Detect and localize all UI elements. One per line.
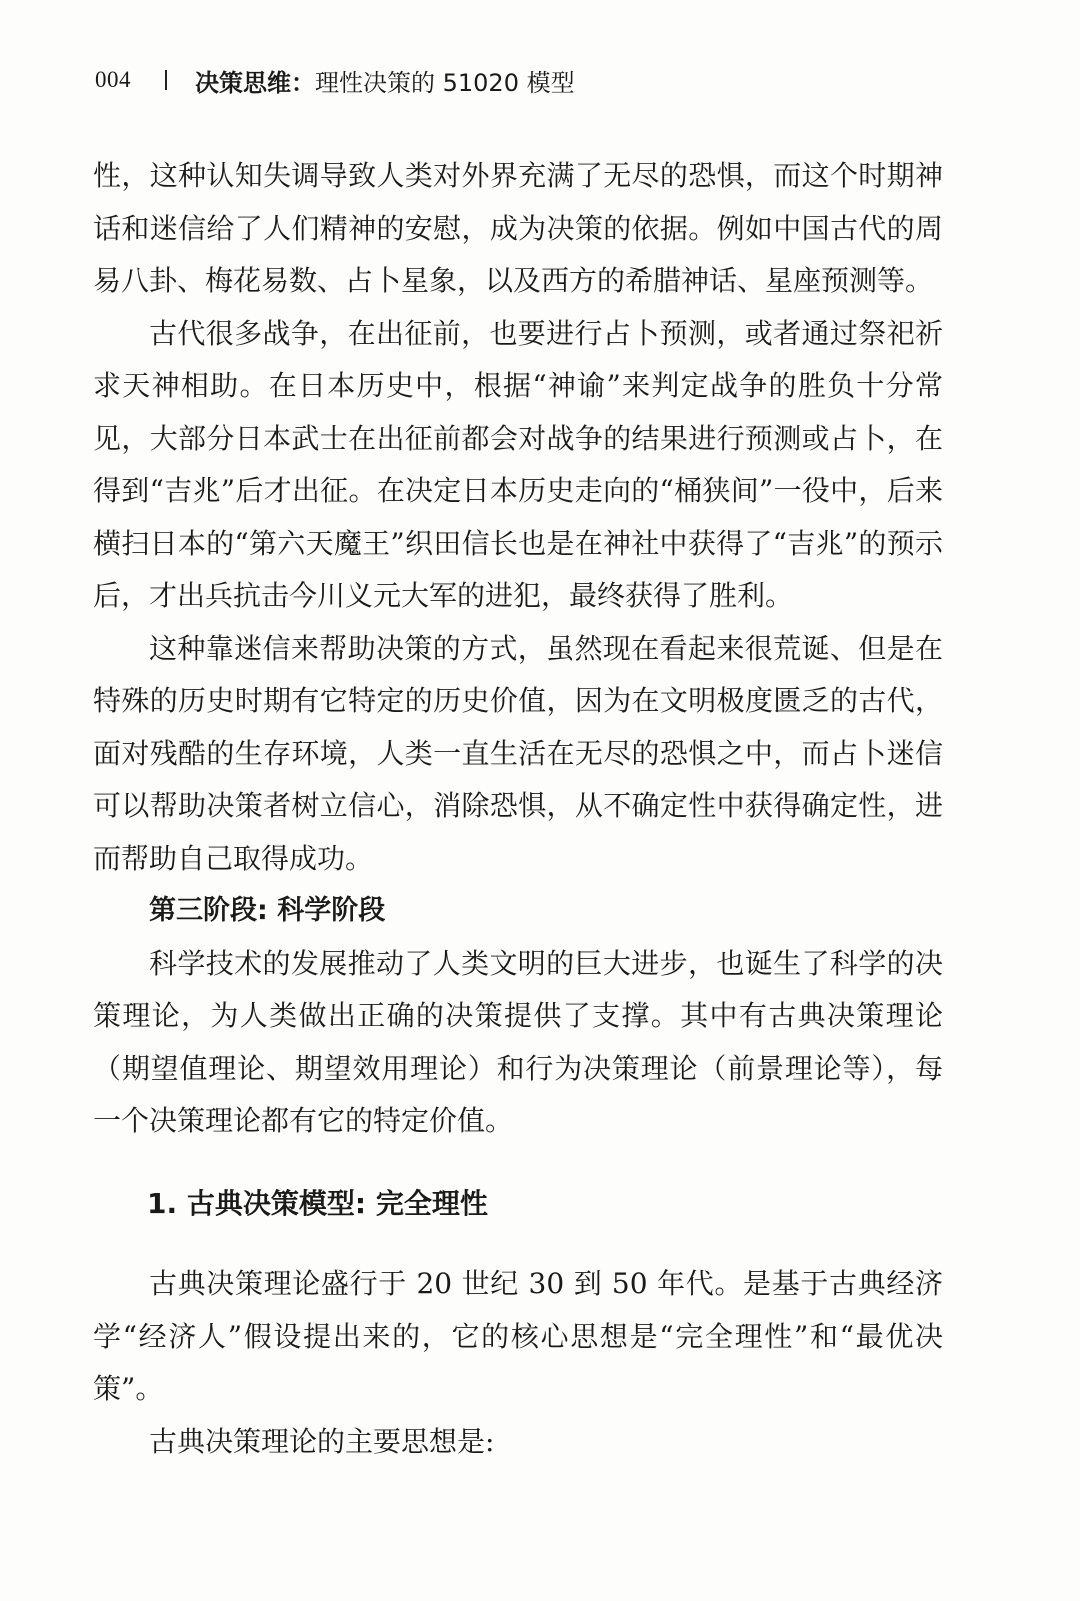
section-heading: 1. 古典决策模型: 完全理性 — [147, 1186, 488, 1220]
paragraph-war-divination: 古代很多战争，在出征前，也要进行占卜预测，或者通过祭祀祈求天神相助。在日本历史中，根据“神谕”来判定战争的胜负十分常见，大部分日本武士在出征前都会对战争的结果进行预测或占卜，在得到“吉兆”后才出征。在决定日本历史走向的“桶狭间”一役中，后来横扫日本的“第六天魔王”织田信长也是在神社中获得了“吉兆”的预示后，才出兵抗击今川义元大军的进犯，最终获得了胜利。 — [93, 316, 943, 612]
paragraph-scientific-theory: 科学技术的发展推动了人类文明的巨大进步，也诞生了科学的决策理论，为人类做出正确的决策提供了支撑。其中有古典决策理论（期望值理论、期望效用理论）和行为决策理论（前景理论等），每一个决策理论都有它的特定价值。 — [93, 946, 943, 1137]
running-header — [95, 62, 575, 98]
paragraph-main-ideas: 古典决策理论的主要思想是: — [149, 1424, 495, 1458]
page-body — [93, 150, 943, 1468]
book-title: 决策思维： — [195, 68, 315, 97]
paragraph-classical-theory: 古典决策理论盛行于 20 世纪 30 到 50 年代。是基于古典经济学“经济人”假设提出来的，它的核心思想是“完全理性”和“最优决策”。 — [93, 1267, 943, 1405]
page-number: 004 — [95, 67, 131, 92]
header-divider — [165, 70, 167, 90]
book-subtitle: 理性决策的 51020 模型 — [315, 68, 575, 97]
stage-heading: 第三阶段: 科学阶段 — [149, 895, 386, 926]
paragraph-superstition-value: 这种靠迷信来帮助决策的方式，虽然现在看起来很荒诞、但是在特殊的历史时期有它特定的历史价值，因为在文明极度匮乏的古代，面对残酷的生存环境，人类一直生活在无尽的恐惧之中，而占卜迷信可以帮助决策者树立信心，消除恐惧，从不确定性中获得确定性，进而帮助自己取得成功。 — [93, 631, 943, 875]
paragraph-continuation: 性，这种认知失调导致人类对外界充满了无尽的恐惧，而这个时期神话和迷信给了人们精神的安慰，成为决策的依据。例如中国古代的周易八卦、梅花易数、占卜星象，以及西方的希腊神话、星座预测等。 — [93, 159, 943, 297]
